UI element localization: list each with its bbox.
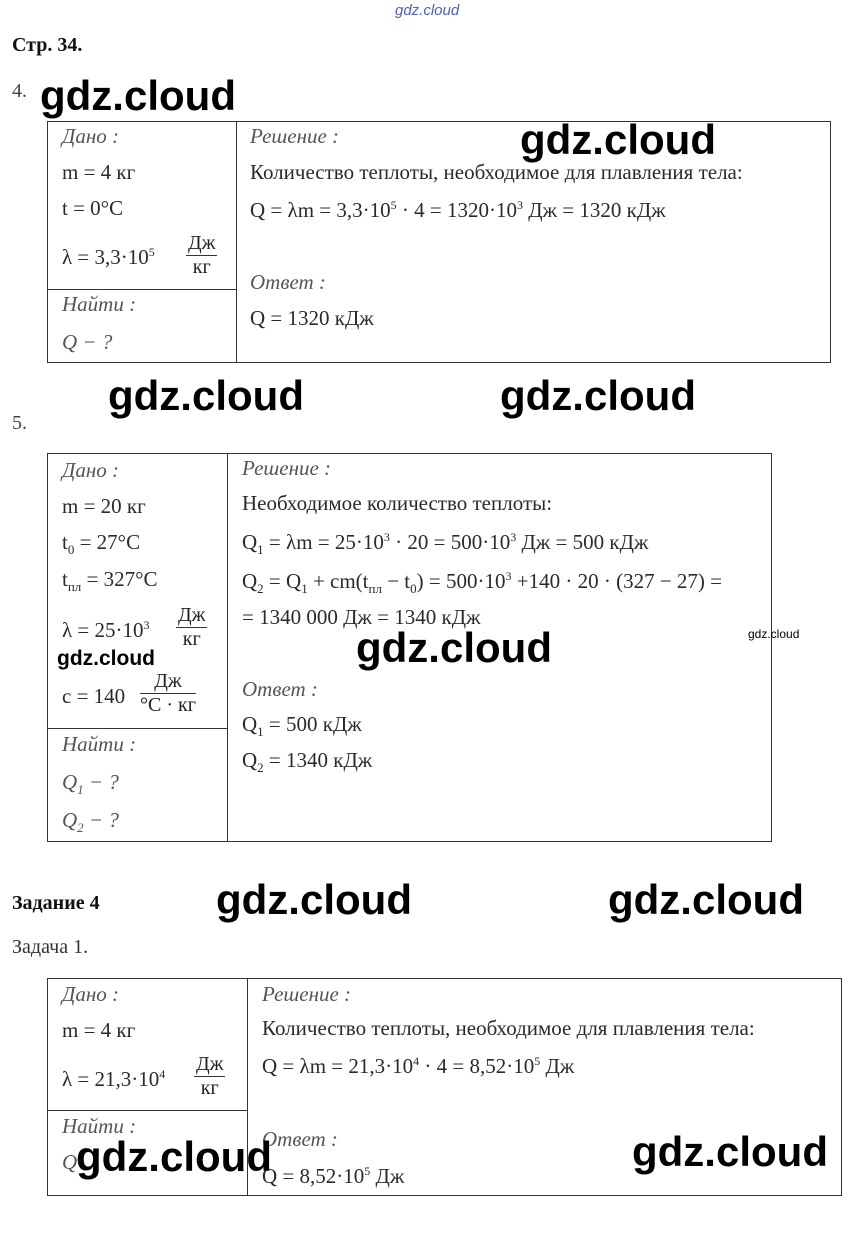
solution-formula: $Q = \lambda m = 3,3\cdot 10^5 \cdot 4 = 1320\cdot 10^3$ Дж = 1320 кДж — [250, 198, 666, 222]
given-lambda: $\lambda = 21,3\cdot 10^4$ — [62, 1067, 166, 1091]
problem-5-number: 5. — [12, 412, 27, 434]
given-mass: m = 20 кг — [62, 494, 146, 518]
problem-4-number: 4. — [12, 80, 27, 102]
given-title: Дано : — [62, 124, 120, 148]
solution-title: Решение : — [262, 982, 352, 1006]
solution-text: Количество теплоты, необходимое для плавления тела: — [250, 160, 743, 184]
answer-value: $Q = 8,52\cdot 10^5$ Дж — [262, 1164, 405, 1188]
solution-text: Количество теплоты, необходимое для плавления тела: — [262, 1016, 755, 1040]
watermark: gdz.cloud — [500, 372, 696, 419]
solution-formula: $Q = \lambda m = 21,3\cdot 10^4 \cdot 4 = 8,52\cdot 10^5$ Дж — [262, 1054, 575, 1078]
solution-title: Решение : — [250, 124, 340, 148]
given-title: Дано : — [62, 982, 120, 1006]
lambda-unit: Дж кг — [196, 1053, 224, 1099]
task-title: Задача 1. — [12, 936, 89, 958]
section-heading: Задание 4 — [12, 892, 100, 914]
given-temperature: t = 0°C — [62, 196, 124, 220]
watermark: gdz.cloud — [520, 116, 716, 163]
solution-formula-1: $Q_1 = \lambda m = 25\cdot 10^3 \cdot 20 = 500\cdot 10^3$ Дж = 500 кДж — [242, 530, 649, 558]
find-value: Q — [62, 1150, 78, 1174]
answer-title: Ответ : — [250, 270, 326, 294]
find-q2: $Q_2$ − ? — [62, 808, 119, 836]
find-title: Найти : — [62, 292, 137, 316]
watermark: gdz.cloud — [57, 647, 155, 670]
page-title: Стр. 34. — [12, 34, 83, 56]
watermark: gdz.cloud — [608, 876, 804, 923]
find-q1: $Q_1$ − ? — [62, 770, 119, 798]
given-melting-temperature: $t_{пл} = 327^\circ C$ — [62, 567, 158, 595]
heat-capacity-unit: Дж °C · кг — [140, 670, 196, 716]
given-lambda: $\lambda = 3,3\cdot 10^5$ — [62, 245, 155, 269]
find-value: Q − ? — [62, 330, 113, 354]
watermark: gdz.cloud — [40, 72, 236, 119]
answer-title: Ответ : — [242, 677, 318, 701]
watermark: gdz.cloud — [356, 624, 552, 671]
given-initial-temperature: $t_0 = 27^\circ C$ — [62, 530, 141, 558]
watermark: gdz.cloud — [76, 1133, 272, 1180]
given-heat-capacity: c = 140 — [62, 684, 126, 708]
given-mass: m = 4 кг — [62, 1018, 136, 1042]
solution-formula-3: = 1340 000 Дж = 1340 кДж — [242, 605, 481, 629]
divider — [47, 728, 228, 729]
given-lambda: $\lambda = 25\cdot 10^3$ — [62, 618, 150, 642]
find-title: Найти : — [62, 1114, 137, 1138]
watermark: gdz.cloud — [108, 372, 304, 419]
given-title: Дано : — [62, 458, 120, 482]
answer-title: Ответ : — [262, 1127, 338, 1151]
solution-formula-2: $Q_2 = Q_1 + cm(t_{пл} - t_0) = 500\cdot 10^3 +140 \cdot 20 \cdot (327 - 27)$ = — [242, 569, 723, 597]
watermark: gdz.cloud — [216, 876, 412, 923]
lambda-unit: Дж кг — [188, 232, 216, 278]
find-title: Найти : — [62, 732, 137, 756]
answer-q1: $Q_1 = 500$ кДж — [242, 712, 362, 740]
answer-q2: $Q_2 = 1340$ кДж — [242, 748, 373, 776]
answer-value: Q = 1320 кДж — [250, 306, 374, 330]
top-link[interactable]: gdz.cloud — [395, 2, 460, 19]
divider — [227, 453, 228, 841]
watermark: gdz.cloud — [632, 1128, 828, 1175]
watermark: gdz.cloud — [748, 627, 800, 641]
divider — [47, 1110, 248, 1111]
divider — [47, 289, 237, 290]
given-mass: m = 4 кг — [62, 160, 136, 184]
lambda-unit: Дж кг — [178, 604, 206, 650]
solution-title: Решение : — [242, 456, 332, 480]
solution-text: Необходимое количество теплоты: — [242, 491, 553, 515]
divider — [236, 121, 237, 362]
